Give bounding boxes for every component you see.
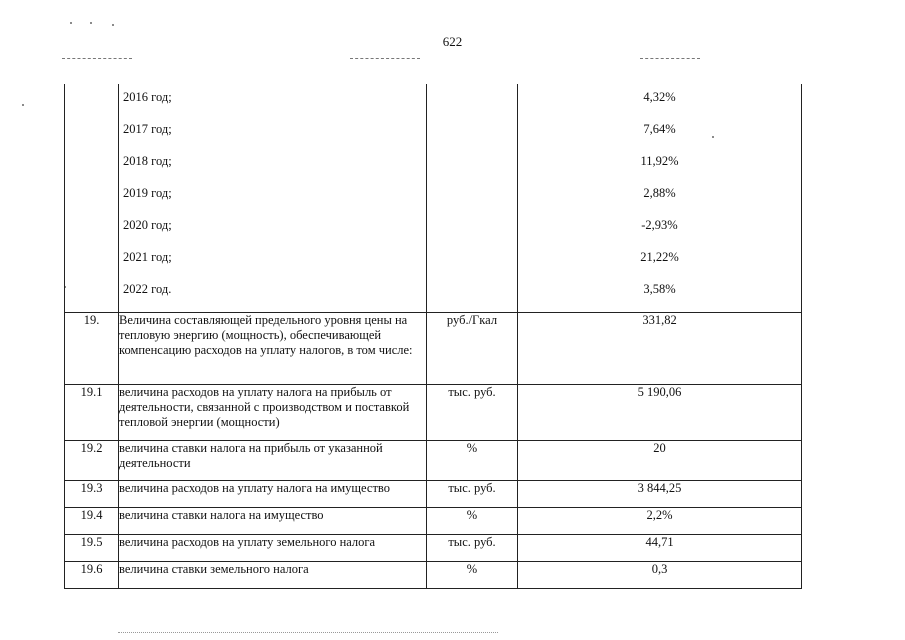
scan-artifact xyxy=(640,58,700,59)
year-label: 2016 год; xyxy=(119,84,427,116)
year-value: 21,22% xyxy=(518,244,802,276)
year-row xyxy=(65,276,802,313)
row-number: 19.6 xyxy=(65,562,119,589)
year-row xyxy=(65,180,802,212)
row-value: 5 190,06 xyxy=(518,385,802,441)
row-unit: % xyxy=(427,508,518,535)
row-name: величина расходов на уплату земельного налога xyxy=(119,535,427,562)
scan-artifact xyxy=(112,24,114,26)
row-unit: руб./Гкал xyxy=(427,313,518,385)
year-label: 2021 год; xyxy=(119,244,427,276)
row-number: 19.3 xyxy=(65,481,119,508)
year-value: 11,92% xyxy=(518,148,802,180)
table-row xyxy=(65,535,802,562)
row-name: величина ставки налога на имущество xyxy=(119,508,427,535)
row-unit: тыс. руб. xyxy=(427,481,518,508)
page-number: 622 xyxy=(442,34,463,49)
scan-artifact xyxy=(70,22,72,24)
row-number: 19. xyxy=(65,313,119,385)
year-value: 3,58% xyxy=(518,276,802,313)
year-value: 2,88% xyxy=(518,180,802,212)
row-unit: тыс. руб. xyxy=(427,385,518,441)
table-row xyxy=(65,481,802,508)
row-value: 2,2% xyxy=(518,508,802,535)
year-label: 2017 год; xyxy=(119,116,427,148)
year-label: 2022 год. xyxy=(119,276,427,313)
year-row xyxy=(65,148,802,180)
year-value: -2,93% xyxy=(518,212,802,244)
row-name: величина расходов на уплату налога на прибыль от деятельности, связанной с производством и поставкой тепловой энергии (мощности) xyxy=(119,385,427,441)
table-row xyxy=(65,313,802,385)
row-number: 19.1 xyxy=(65,385,119,441)
row-name: величина ставки налога на прибыль от указанной деятельности xyxy=(119,441,427,481)
year-value: 4,32% xyxy=(518,84,802,116)
year-label: 2019 год; xyxy=(119,180,427,212)
row-name: величина ставки земельного налога xyxy=(119,562,427,589)
table-row xyxy=(65,385,802,441)
year-label: 2018 год; xyxy=(119,148,427,180)
table-row xyxy=(65,441,802,481)
row-name: величина расходов на уплату налога на имущество xyxy=(119,481,427,508)
row-name: Величина составляющей предельного уровня цены на тепловую энергию (мощность), обеспечивающей компенсацию расходов на уплату налогов, в том числе: xyxy=(119,313,427,385)
year-row xyxy=(65,212,802,244)
year-value: 7,64% xyxy=(518,116,802,148)
tariff-table xyxy=(64,84,802,589)
row-number: 19.2 xyxy=(65,441,119,481)
year-label: 2020 год; xyxy=(119,212,427,244)
row-unit: % xyxy=(427,562,518,589)
table-row xyxy=(65,562,802,589)
row-number: 19.4 xyxy=(65,508,119,535)
scan-artifact xyxy=(22,104,24,106)
row-value: 0,3 xyxy=(518,562,802,589)
row-unit: % xyxy=(427,441,518,481)
row-number: 19.5 xyxy=(65,535,119,562)
scan-artifact xyxy=(118,632,498,637)
row-value: 3 844,25 xyxy=(518,481,802,508)
scan-artifact xyxy=(62,58,132,59)
row-value: 44,71 xyxy=(518,535,802,562)
row-value: 20 xyxy=(518,441,802,481)
scan-artifact xyxy=(350,58,420,59)
row-unit: тыс. руб. xyxy=(427,535,518,562)
year-row xyxy=(65,84,802,116)
table-row xyxy=(65,508,802,535)
year-row xyxy=(65,244,802,276)
row-value: 331,82 xyxy=(518,313,802,385)
scan-artifact xyxy=(90,22,92,24)
year-row xyxy=(65,116,802,148)
